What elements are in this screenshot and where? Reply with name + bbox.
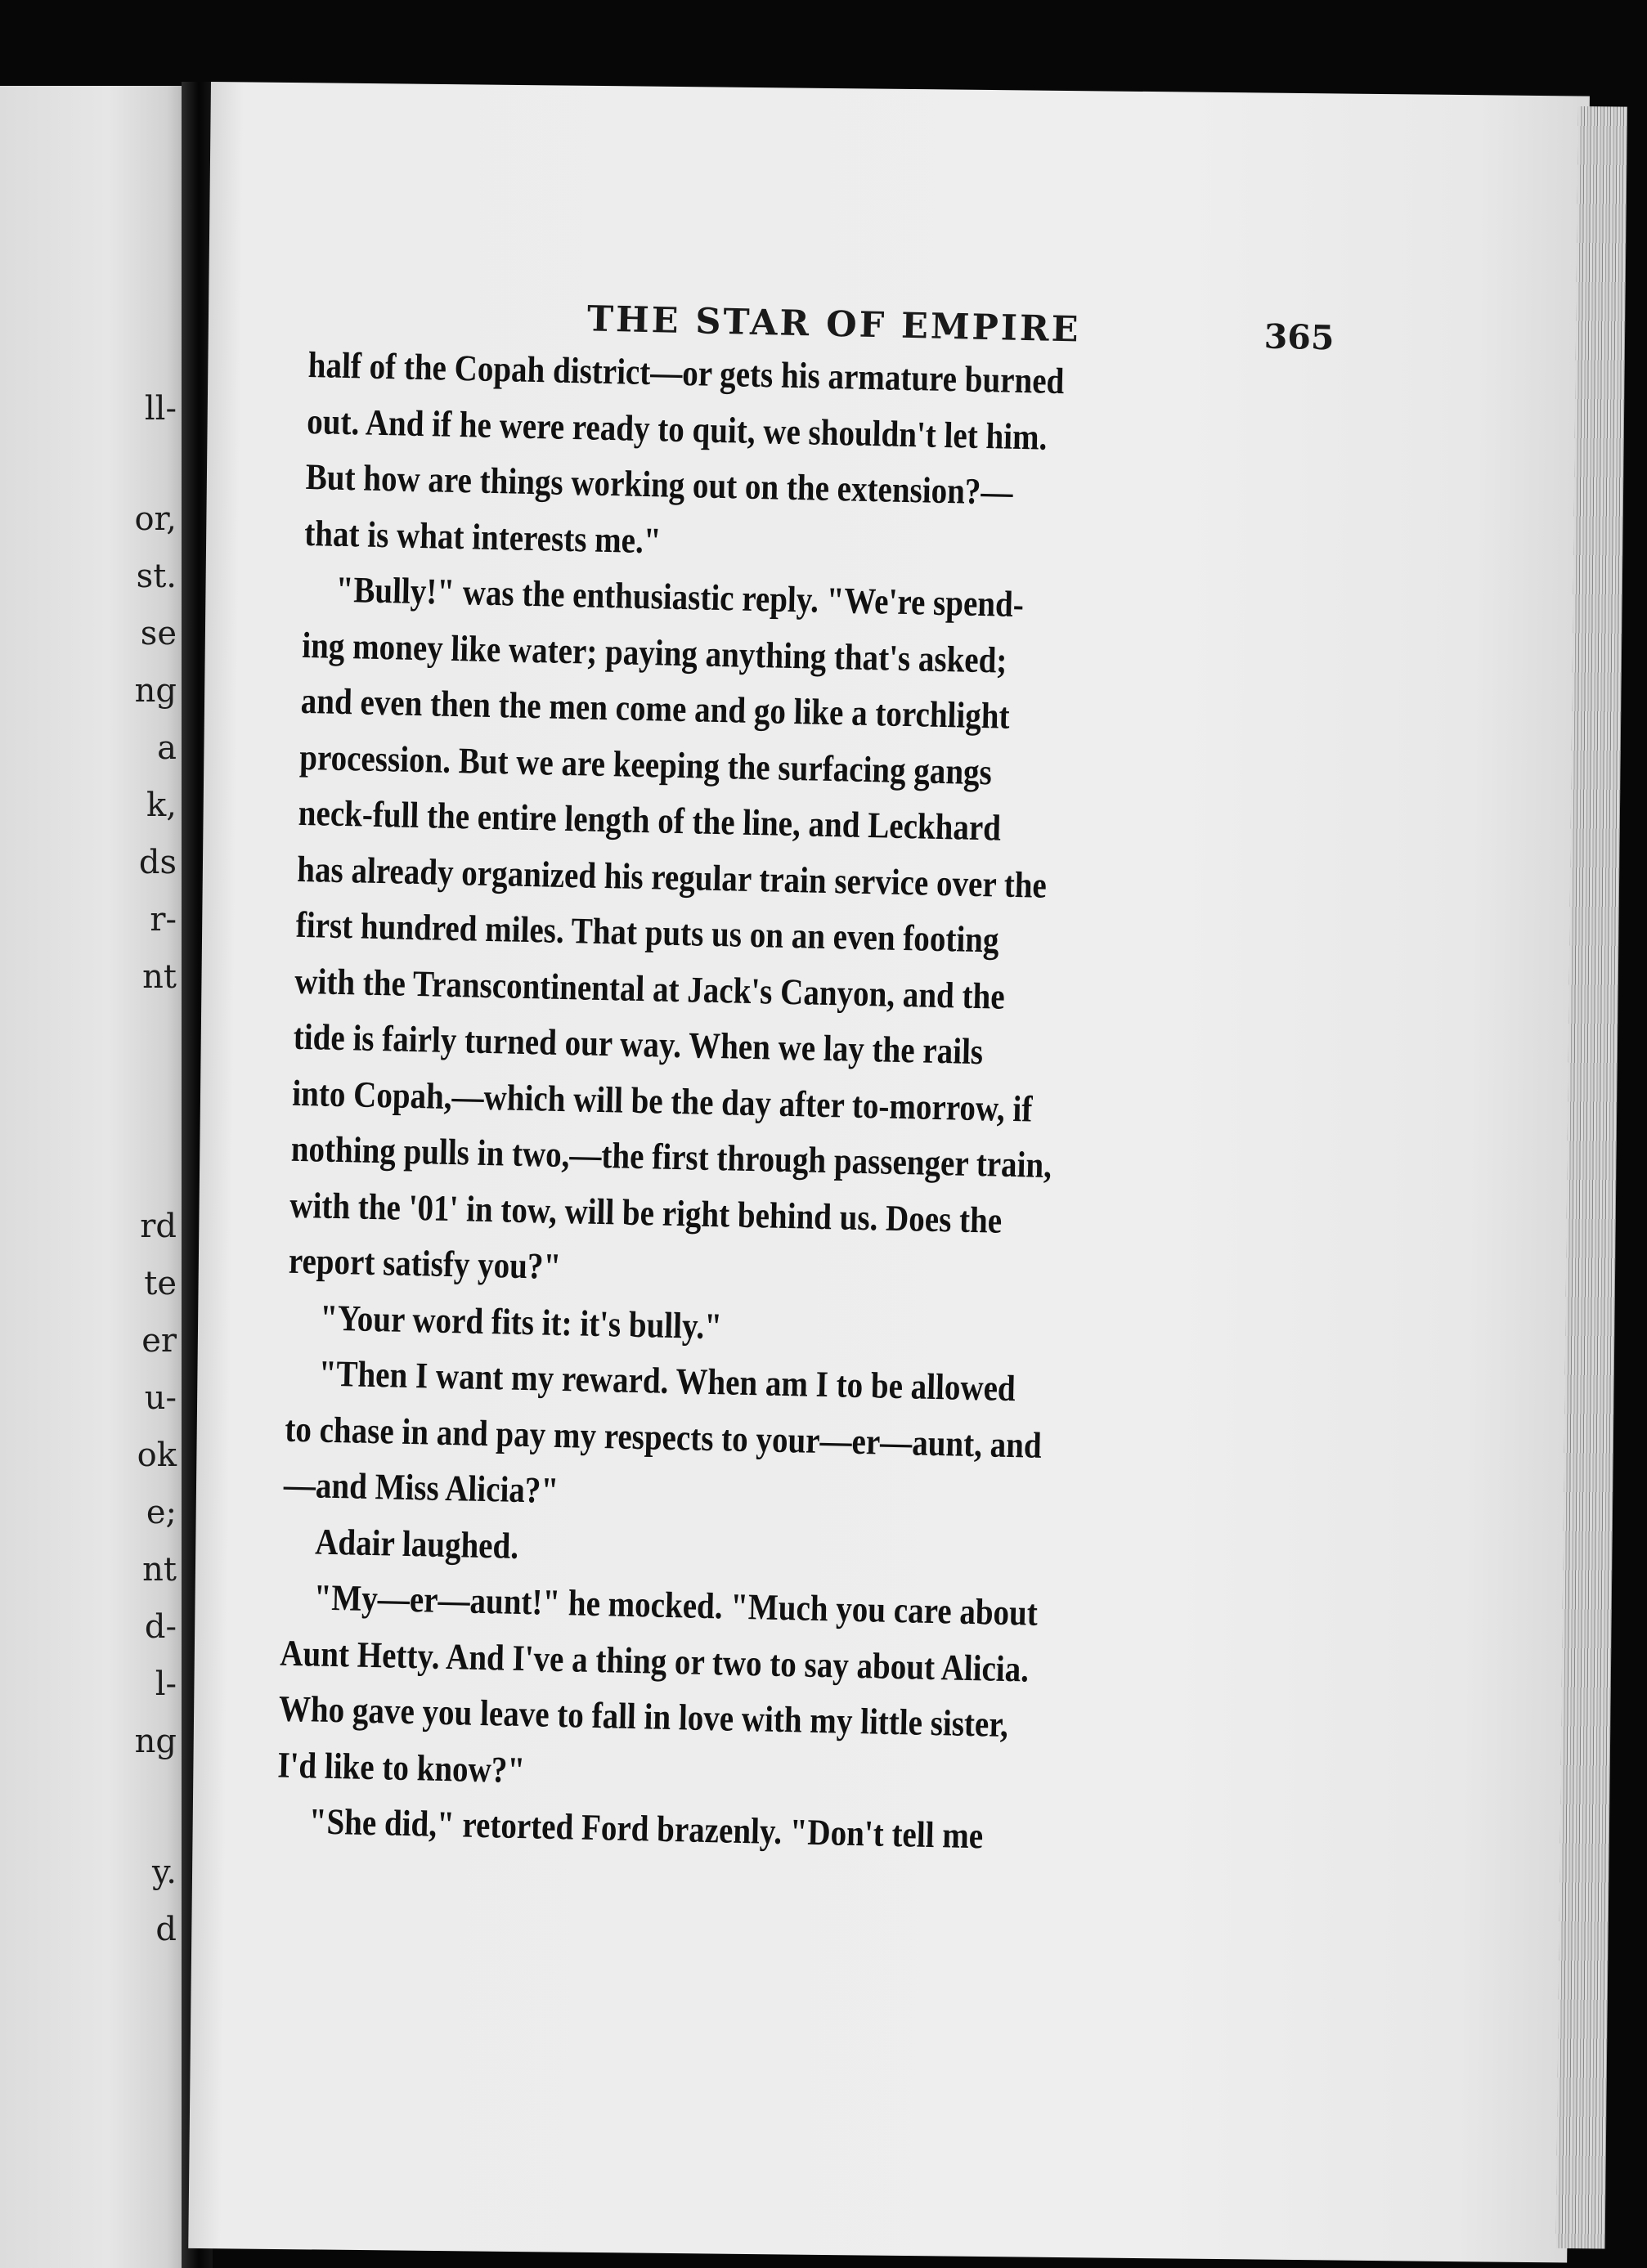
text-line: neck-full the entire length of the line, and Leckhard	[298, 791, 1002, 849]
facing-page-fragment: e;	[146, 1494, 177, 1531]
text-line: "Your word fits it: it's bully."	[319, 1297, 723, 1347]
facing-page-fragment: st.	[136, 558, 177, 595]
page-number: 365	[1263, 316, 1335, 358]
text-line: report satisfy you?"	[288, 1239, 562, 1287]
text-line: first hundred miles. That puts us on an even footing	[295, 903, 1000, 961]
body-text	[276, 337, 1420, 1873]
page-content	[276, 245, 1422, 1873]
text-line: with the Transcontinental at Jack's Canyon, and the	[294, 960, 1006, 1017]
facing-page-fragment: u-	[144, 1379, 177, 1417]
text-line: I'd like to know?"	[276, 1744, 526, 1791]
text-line: Adair laughed.	[314, 1520, 519, 1567]
facing-page	[0, 86, 182, 2268]
text-line: into Copah,—which will be the day after to-morrow, if	[291, 1072, 1033, 1129]
facing-page-fragment: rd	[140, 1208, 177, 1245]
text-line: Who gave you leave to fall in love with my little sister,	[278, 1688, 1009, 1746]
text-line: "Then I want my reward. When am I to be allowed	[318, 1352, 1016, 1410]
facing-page-fragment: k,	[146, 787, 177, 824]
text-line: tide is fairly turned our way. When we lay the rails	[293, 1015, 984, 1073]
facing-page-fragment: ok	[137, 1437, 177, 1474]
text-line: out. And if he were ready to quit, we shouldn't let him.	[306, 400, 1048, 458]
facing-page-fragment: r-	[150, 901, 177, 939]
facing-page-fragment: nt	[142, 1551, 177, 1589]
text-line: and even then the men come and go like a torchlight	[300, 679, 1011, 737]
text-line: has already organized his regular train service over the	[296, 848, 1048, 906]
facing-page-fragment: a	[157, 729, 177, 767]
text-line: "She did," retorted Ford brazenly. "Don't tell me	[308, 1800, 984, 1857]
text-line: procession. But we are keeping the surfacing gangs	[298, 736, 993, 792]
text-line: Aunt Hetty. And I've a thing or two to say about Alicia.	[279, 1632, 1030, 1690]
text-line: nothing pulls in two,—the first through passenger train,	[290, 1127, 1052, 1186]
text-line: to chase in and pay my respects to your—er—aunt, and	[284, 1408, 1043, 1466]
text-line: with the '01' in tow, will be right behind us. Does the	[289, 1184, 1003, 1241]
text-line: ing money like water; paying anything that's asked;	[301, 624, 1007, 681]
facing-page-fragment: d-	[144, 1608, 177, 1646]
facing-page-fragment: y.	[152, 1853, 177, 1891]
facing-page-fragment: ll-	[144, 390, 177, 428]
facing-page-fragment: se	[140, 615, 177, 652]
text-line: half of the Copah district—or gets his armature burned	[307, 343, 1065, 402]
text-line: —and Miss Alicia?"	[283, 1463, 559, 1511]
facing-page-fragment: d	[155, 1911, 177, 1948]
facing-page-fragment: ng	[134, 672, 177, 710]
text-line: "Bully!" was the enthusiastic reply. "We're spend-	[335, 568, 1025, 625]
running-head: THE STAR OF EMPIRE	[586, 298, 1081, 351]
facing-page-fragment: ng	[134, 1723, 177, 1760]
text-line: "My—er—aunt!" he mocked. "Much you care about	[313, 1576, 1039, 1634]
facing-page-fragment: te	[144, 1265, 177, 1302]
facing-page-fragment: er	[141, 1322, 177, 1360]
facing-page-fragment: ds	[138, 844, 177, 881]
text-line: that is what interests me."	[303, 512, 662, 561]
text-line: But how are things working out on the extension?—	[305, 455, 1013, 513]
facing-page-fragment: nt	[142, 958, 177, 996]
facing-page-fragment: or,	[134, 500, 177, 538]
facing-page-fragment: l-	[155, 1665, 177, 1703]
